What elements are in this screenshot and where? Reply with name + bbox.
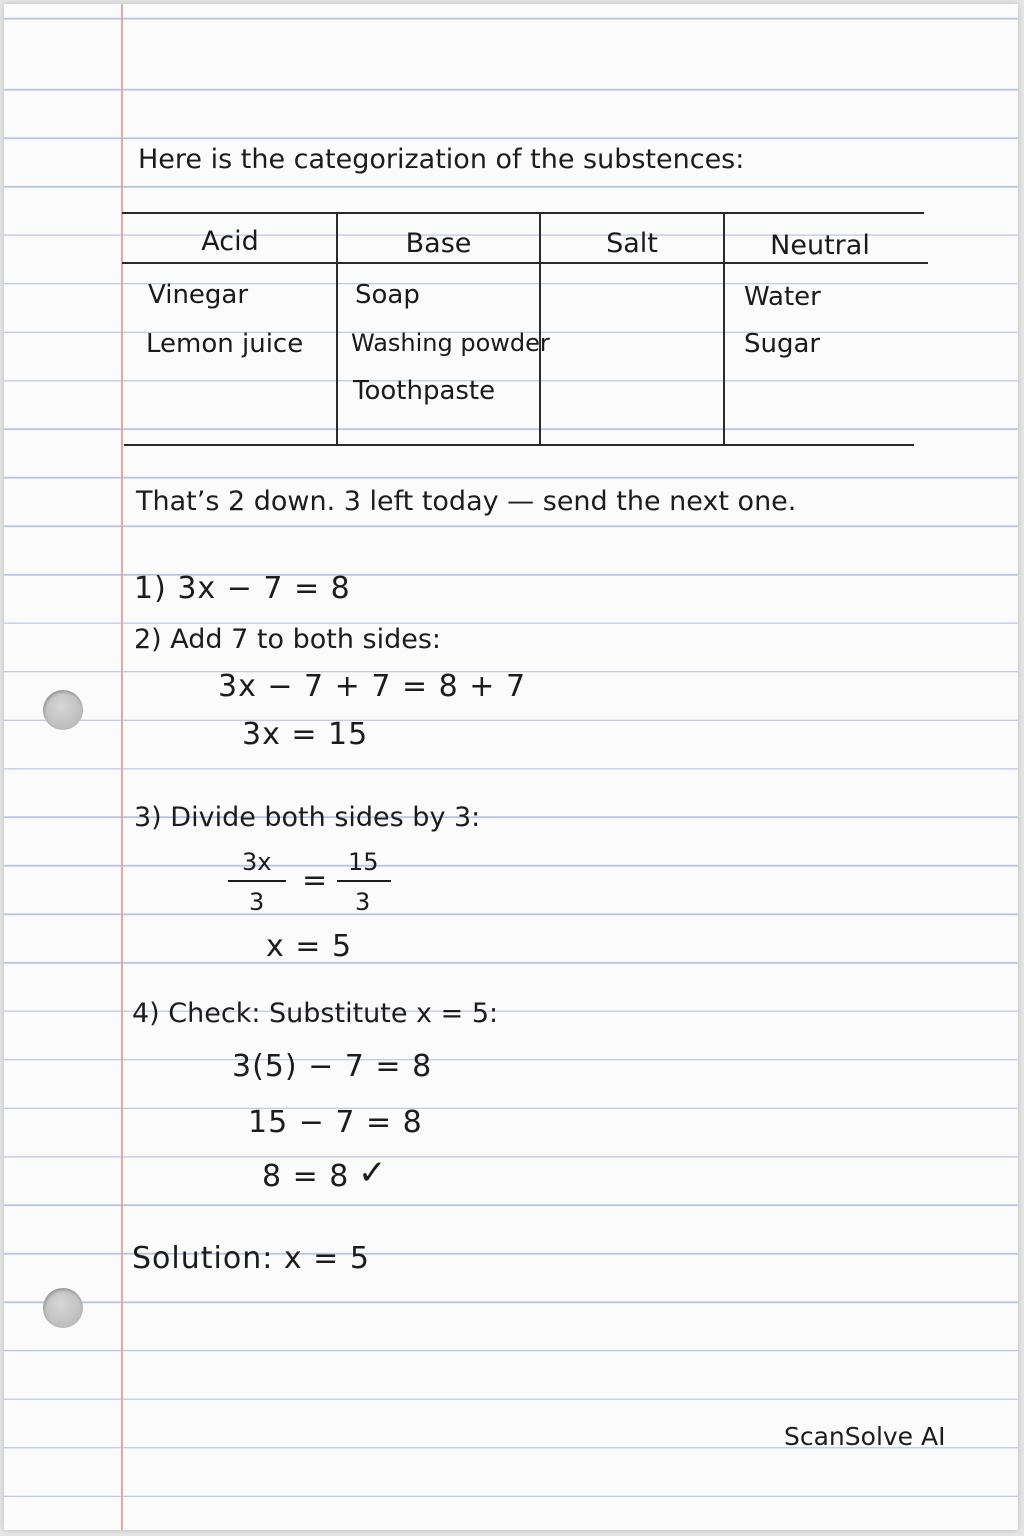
step-2-label: 2) Add 7 to both sides: — [134, 624, 442, 655]
base-item: Soap — [355, 280, 420, 310]
acid-item: Lemon juice — [146, 329, 304, 359]
punch-hole-upper — [43, 690, 83, 730]
fraction-left-denominator: 3 — [249, 888, 265, 916]
check-line-1: 3(5) − 7 = 8 — [232, 1049, 433, 1084]
header-acid: Acid — [201, 226, 259, 257]
table-header-border — [122, 262, 928, 264]
step-2-equation: 3x − 7 + 7 = 8 + 7 — [218, 669, 527, 704]
notebook-page — [4, 4, 1018, 1530]
header-base: Base — [405, 228, 472, 259]
neutral-item: Sugar — [744, 329, 821, 359]
fraction-right-bar — [337, 880, 391, 882]
acid-item: Vinegar — [148, 280, 249, 310]
base-item: Washing powder — [351, 329, 550, 357]
base-item: Toothpaste — [353, 376, 496, 406]
header-salt: Salt — [606, 228, 658, 259]
checkmark-icon: ✓ — [358, 1153, 388, 1193]
table-top-border — [122, 212, 924, 214]
intro-text: Here is the categorization of the substences: — [138, 144, 745, 175]
neutral-item: Water — [744, 282, 821, 312]
step-4-label: 4) Check: Substitute x = 5: — [132, 998, 499, 1029]
progress-note: That’s 2 down. 3 left today — send the next one. — [136, 486, 797, 517]
fraction-left-numerator: 3x — [242, 848, 272, 876]
punch-hole-lower — [43, 1288, 83, 1328]
margin-line — [121, 4, 123, 1530]
brand-watermark: ScanSolve AI — [784, 1422, 946, 1451]
check-line-3: 8 = 8 — [262, 1159, 350, 1194]
fraction-right-denominator: 3 — [355, 888, 371, 916]
fraction-equals: = — [302, 863, 329, 898]
step-1: 1) 3x − 7 = 8 — [134, 571, 351, 606]
step-3-result: x = 5 — [266, 929, 353, 964]
solution: Solution: x = 5 — [132, 1241, 370, 1276]
header-neutral: Neutral — [770, 230, 870, 261]
step-3-label: 3) Divide both sides by 3: — [134, 802, 481, 833]
fraction-right-numerator: 15 — [348, 848, 379, 876]
fraction-left-bar — [228, 880, 286, 882]
step-2-result: 3x = 15 — [242, 717, 369, 752]
table-bottom-border — [124, 444, 914, 446]
check-line-2: 15 − 7 = 8 — [248, 1105, 423, 1140]
